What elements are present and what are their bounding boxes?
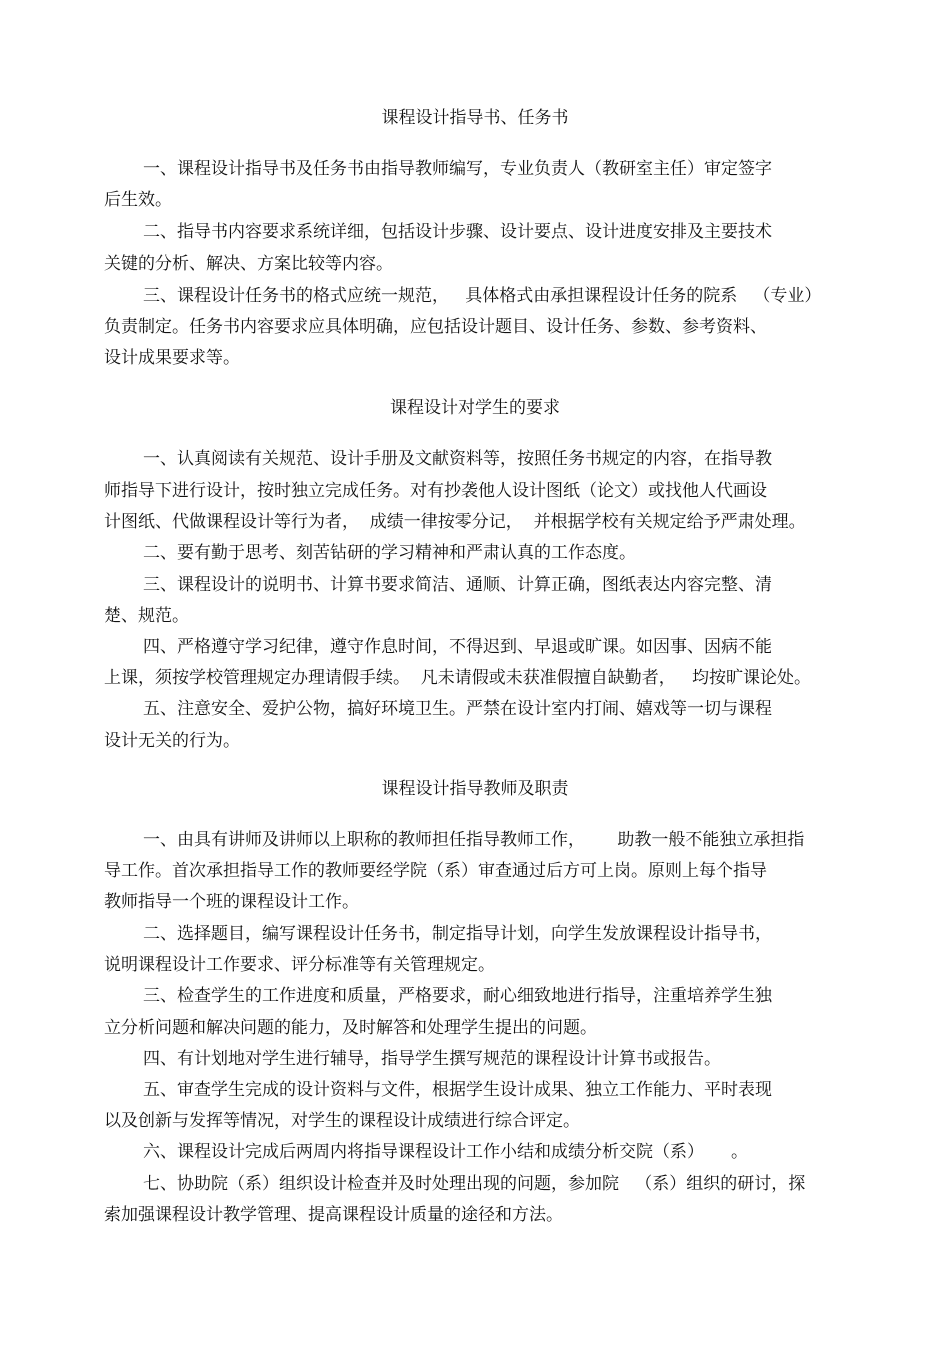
paragraph-line: 楚、规范。 bbox=[104, 606, 189, 626]
paragraph-line: 设计无关的行为。 bbox=[104, 731, 240, 751]
paragraph-line: 三、检查学生的工作进度和质量，严格要求，耐心细致地进行指导，注重培养学生独 bbox=[143, 986, 772, 1006]
paragraph-line: 四、有计划地对学生进行辅导，指导学生撰写规范的课程设计计算书或报告。 bbox=[143, 1049, 721, 1069]
paragraph-line: 上课，须按学校管理规定办理请假手续。 凡未请假或未获准假擅自缺勤者， 均按旷课论处。 bbox=[104, 668, 812, 688]
paragraph-line: 七、协助院（系）组织设计检查并及时处理出现的问题，参加院 （系）组织的研讨，探 bbox=[143, 1174, 806, 1194]
paragraph-line: 五、审查学生完成的设计资料与文件，根据学生设计成果、独立工作能力、平时表现 bbox=[143, 1080, 772, 1100]
paragraph-line: 导工作。首次承担指导工作的教师要经学院（系）审查通过后方可上岗。原则上每个指导 bbox=[104, 861, 767, 881]
paragraph-line: 计图纸、代做课程设计等行为者， 成绩一律按零分记， 并根据学校有关规定给予严肃处理。 bbox=[104, 512, 806, 532]
paragraph-line: 一、课程设计指导书及任务书由指导教师编写，专业负责人（教研室主任）审定签字 bbox=[143, 159, 772, 179]
paragraph-line: 说明课程设计工作要求、评分标准等有关管理规定。 bbox=[104, 955, 495, 975]
paragraph-line: 二、要有勤于思考、刻苦钻研的学习精神和严肃认真的工作态度。 bbox=[143, 543, 636, 563]
section-title: 课程设计对学生的要求 bbox=[390, 398, 560, 418]
paragraph-line: 以及创新与发挥等情况，对学生的课程设计成绩进行综合评定。 bbox=[104, 1111, 580, 1131]
paragraph-line: 索加强课程设计教学管理、提高课程设计质量的途径和方法。 bbox=[104, 1205, 563, 1225]
paragraph-line: 负责制定。任务书内容要求应具体明确，应包括设计题目、设计任务、参数、参考资料、 bbox=[104, 317, 767, 337]
paragraph-line: 一、认真阅读有关规范、设计手册及文献资料等，按照任务书规定的内容，在指导教 bbox=[143, 449, 772, 469]
paragraph-line: 关键的分析、解决、方案比较等内容。 bbox=[104, 254, 393, 274]
paragraph-line: 一、由具有讲师及讲师以上职称的教师担任指导教师工作， 助教一般不能独立承担指 bbox=[143, 830, 805, 850]
section-title: 课程设计指导教师及职责 bbox=[381, 779, 569, 799]
paragraph-line: 设计成果要求等。 bbox=[104, 348, 240, 368]
paragraph-line: 三、课程设计任务书的格式应统一规范， 具体格式由承担课程设计任务的院系 （专业） bbox=[143, 286, 822, 306]
paragraph-line: 四、严格遵守学习纪律，遵守作息时间，不得迟到、早退或旷课。如因事、因病不能 bbox=[143, 637, 772, 657]
paragraph-line: 五、注意安全、爱护公物，搞好环境卫生。严禁在设计室内打闹、嬉戏等一切与课程 bbox=[143, 699, 772, 719]
paragraph-line: 师指导下进行设计，按时独立完成任务。对有抄袭他人设计图纸（论文）或找他人代画设 bbox=[104, 481, 767, 501]
paragraph-line: 二、指导书内容要求系统详细，包括设计步骤、设计要点、设计进度安排及主要技术 bbox=[143, 222, 772, 242]
paragraph-line: 六、课程设计完成后两周内将指导课程设计工作小结和成绩分析交院（系） 。 bbox=[143, 1142, 749, 1162]
paragraph-line: 立分析问题和解决问题的能力，及时解答和处理学生提出的问题。 bbox=[104, 1018, 597, 1038]
paragraph-line: 三、课程设计的说明书、计算书要求简洁、通顺、计算正确，图纸表达内容完整、清 bbox=[143, 575, 772, 595]
section-title: 课程设计指导书、任务书 bbox=[381, 108, 569, 128]
paragraph-line: 后生效。 bbox=[104, 190, 172, 210]
paragraph-line: 二、选择题目，编写课程设计任务书，制定指导计划，向学生发放课程设计指导书， bbox=[143, 924, 772, 944]
paragraph-line: 教师指导一个班的课程设计工作。 bbox=[104, 892, 359, 912]
